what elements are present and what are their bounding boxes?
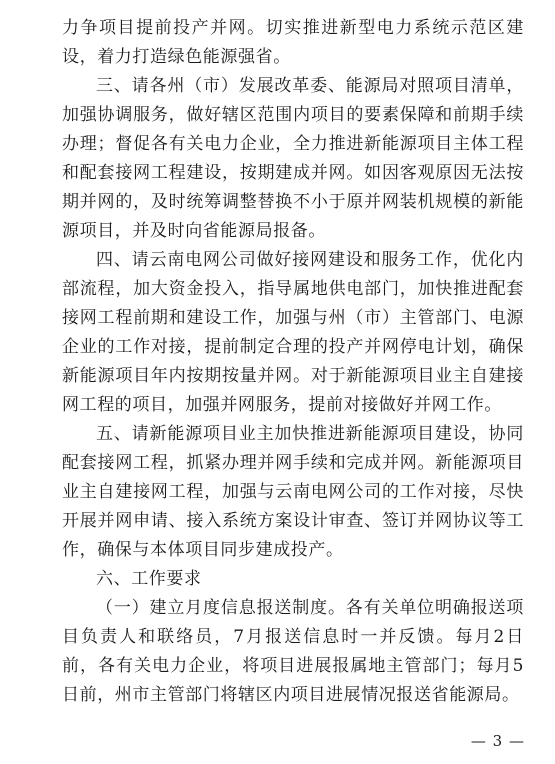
document-body xyxy=(62,14,524,710)
paragraph-subsection-one: （一）建立月度信息报送制度。各有关单位明确报送项目负责人和联络员，7月报送信息时一并反馈。每月2日前，各有关电力企业，将项目进展报属地主管部门；每月5日前，州市主管部门将辖区内项目进展情况报送省能源局。 xyxy=(62,598,524,705)
paragraph-section-five: 五、请新能源项目业主加快推进新能源项目建设，协同配套接网工程，抓紧办理并网手续和完成并网。新能源项目业主自建接网工程，加强与云南电网公司的工作对接，尽快开展并网申请、接入系统方案设计审查、签订并网协议等工作，确保与本体项目同步建成投产。 xyxy=(62,424,524,560)
paragraph-section-four: 四、请云南电网公司做好接网建设和服务工作，优化内部流程，加大资金投入，指导属地供电部门，加快推进配套接网工程前期和建设工作，加强与州（市）主管部门、电源企业的工作对接，提前制定合理的投产并网停电计划，确保新能源项目年内按期按量并网。对于新能源项目业主自建接网工程的项目，加强并网服务，提前对接做好并网工作。 xyxy=(62,250,524,415)
section-heading-six: 六、工作要求 xyxy=(96,569,202,589)
paragraph-section-three: 三、请各州（市）发展改革委、能源局对照项目清单，加强协调服务，做好辖区范围内项目的要素保障和前期手续办理；督促各有关电力企业，全力推进新能源项目主体工程和配套接网工程建设，按期建成并网。如因客观原因无法按期并网的，及时统筹调整替换不小于原并网装机规模的新能源项目，并及时向省能源局报备。 xyxy=(62,76,524,241)
paragraph-continuation: 力争项目提前投产并网。切实推进新型电力系统示范区建设，着力打造绿色能源强省。 xyxy=(62,18,524,67)
page-number: — 3 — xyxy=(470,732,525,750)
